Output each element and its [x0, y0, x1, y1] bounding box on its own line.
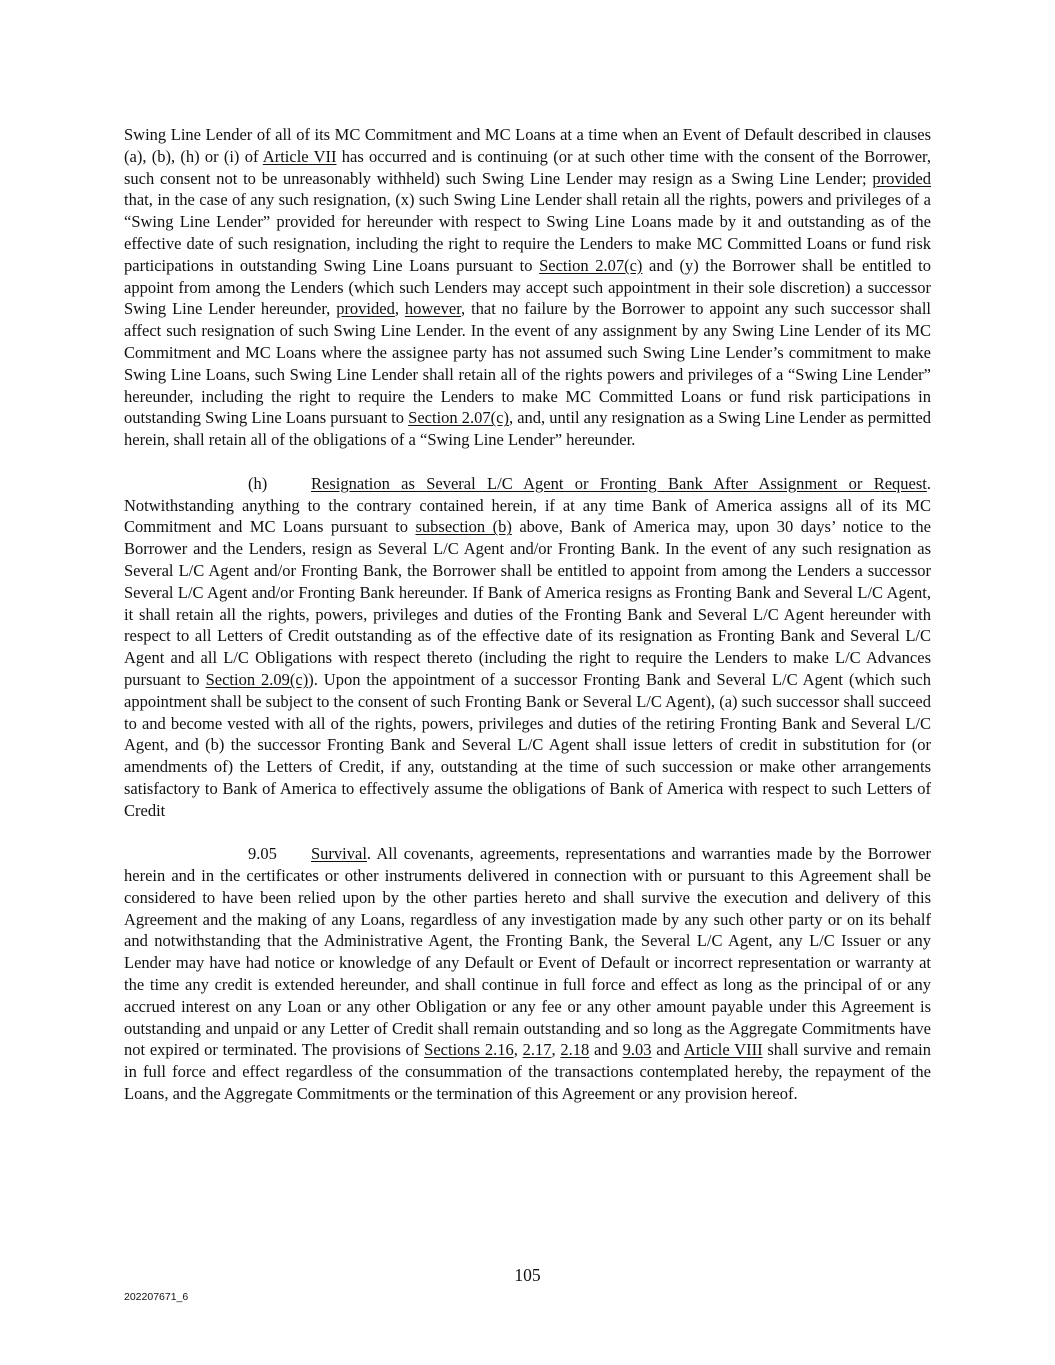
text: and: [589, 1040, 623, 1060]
section-heading-survival: Survival: [311, 844, 367, 864]
cross-reference-section-2-09c: Section 2.09(c): [205, 669, 309, 689]
section-9-05: [124, 843, 931, 1105]
text: , that no failure by the Borrower to appoint any such successor shall affect such resignation of such Swing Line Lender. In the event of any assignment by any Swing Line Lender of its MC Commitment and MC Loans where the assignee party has not assumed such Swing Line Lender’s commitment to make Swing Line Loans, such Swing Line Lender shall retain all of the rights powers and privileges of a “Swing Line Lender” hereunder, including the right to require the Lenders to make MC Committed Loans or fund risk participations in outstanding Swing Line Loans pursuant to: [124, 299, 931, 428]
text: ,: [551, 1040, 561, 1060]
text: above, Bank of America may, upon 30 days’ notice to the Borrower and the Lenders, resign as Several L/C Agent and/or Fronting Bank. In the event of any such resignation as Several L/C Agent and/or Fronting Bank, the Borrower shall be entitled to appoint from among the Lenders a successor Several L/C Agent and/or Fronting Bank hereunder. If Bank of America resigns as Fronting Bank and Several L/C Agent, it shall retain all the rights, powers, privileges and duties of the Fronting Bank and Several L/C Agent hereunder with respect to all Letters of Credit outstanding as of the effective date of its resignation as Fronting Bank and Several L/C Agent and all L/C Obligations with respect thereto (including the right to require the Lenders to make L/C Advances pursuant to: [124, 517, 931, 689]
text: , and, until any resignation as a Swing Line Lender as permitted herein, shall retain all of the obligations of a “Swing Line Lender” hereunder.: [124, 408, 931, 450]
text: ,: [394, 299, 405, 319]
paragraph-h: [124, 473, 931, 822]
text: ,: [513, 1040, 523, 1060]
cross-reference-9-03: 9.03: [622, 1040, 652, 1060]
provided-term: provided: [336, 299, 395, 319]
text: . Notwithstanding anything to the contrary contained herein, if at any time Bank of America assigns all of its MC Commitment and MC Loans pursuant to: [124, 473, 931, 537]
paragraph-g-continuation: [124, 124, 931, 451]
text: ). Upon the appointment of a successor Fronting Bank and Several L/C Agent (which such appointment shall be subject to the consent of such Fronting Bank or Several L/C Agent), (a) such successor shall succeed to and become vested with all of the rights, powers, privileges and duties of the retiring Fronting Bank and Several L/C Agent, and (b) the successor Fronting Bank and Several L/C Agent shall issue letters of credit in substitution for (or amendments of) the Letters of Credit, if any, outstanding at the time of such succession or make other arrangements satisfactory to Bank of America to effectively assume the obligations of Bank of America with respect to such Letters of Credit: [124, 669, 931, 820]
cross-reference-sections-2-16: Sections 2.16: [424, 1040, 514, 1060]
text: shall survive and remain in full force and effect regardless of the consummation of the transactions contemplated hereby, the repayment of the Loans, and the Aggregate Commitments or the termination of this Agreement or any provision hereof.: [124, 1040, 931, 1104]
section-number: 9.05: [248, 844, 277, 864]
cross-reference-article-vii: Article VII: [262, 146, 337, 166]
cross-reference-2-18: 2.18: [560, 1040, 590, 1060]
cross-reference-subsection-b: subsection (b): [415, 517, 512, 537]
text: and: [651, 1040, 684, 1060]
clause-heading-resignation: Resignation as Several L/C Agent or Fronting Bank After Assignment or Request: [311, 473, 927, 493]
text: . All covenants, agreements, representations and warranties made by the Borrower herein and in the certificates or other instruments delivered in connection with or pursuant to this Agreement shall be considered to have been relied upon by the other parties hereto and shall survive the execution and delivery of this Agreement and the making of any Loans, regardless of any investigation made by any such other party or on its behalf and notwithstanding that the Administrative Agent, the Fronting Bank, the Several L/C Agent, any L/C Issuer or any Lender may have had notice or knowledge of any Default or Event of Default or incorrect representation or warranty at the time any credit is extended hereunder, and shall continue in full force and effect as long as the principal of or any accrued interest on any Loan or any other Obligation or any fee or any other amount payable under this Agreement is outstanding and unpaid or any Letter of Credit shall remain outstanding and so long as the Aggregate Commitments have not expired or terminated. The provisions of: [124, 844, 931, 1060]
clause-label-h: (h): [248, 473, 268, 493]
cross-reference-section-2-07c: Section 2.07(c): [539, 255, 643, 275]
cross-reference-section-2-07c: Section 2.07(c): [408, 408, 509, 428]
text: Swing Line Lender of all of its MC Commitment and MC Loans at a time when an Event of Default described in clauses (a), (b), (h) or (i) of: [124, 125, 931, 166]
document-id: 202207671_6: [124, 1291, 189, 1303]
cross-reference-article-viii: Article VIII: [683, 1040, 763, 1060]
text: and (y) the Borrower shall be entitled to appoint from among the Lenders (which such Lenders may accept such appointment in their sole discretion) a successor Swing Line Lender hereunder,: [124, 255, 931, 319]
page-number: 105: [514, 1265, 541, 1285]
however-term: however: [404, 299, 462, 319]
provided-term: provided: [872, 168, 931, 188]
cross-reference-2-17: 2.17: [522, 1040, 552, 1060]
text: has occurred and is continuing (or at such other time with the consent of the Borrower, such consent not to be unreasonably withheld) such Swing Line Lender may resign as a Swing Line Lender;: [124, 146, 931, 188]
document-body: [124, 124, 931, 1127]
text: that, in the case of any such resignation, (x) such Swing Line Lender shall retain all the rights, powers and privileges of a “Swing Line Lender” provided for hereunder with respect to Swing Line Loans made by it and outstanding as of the effective date of such resignation, including the right to require the Lenders to make MC Committed Loans or fund risk participations in outstanding Swing Line Loans pursuant to: [124, 190, 931, 275]
